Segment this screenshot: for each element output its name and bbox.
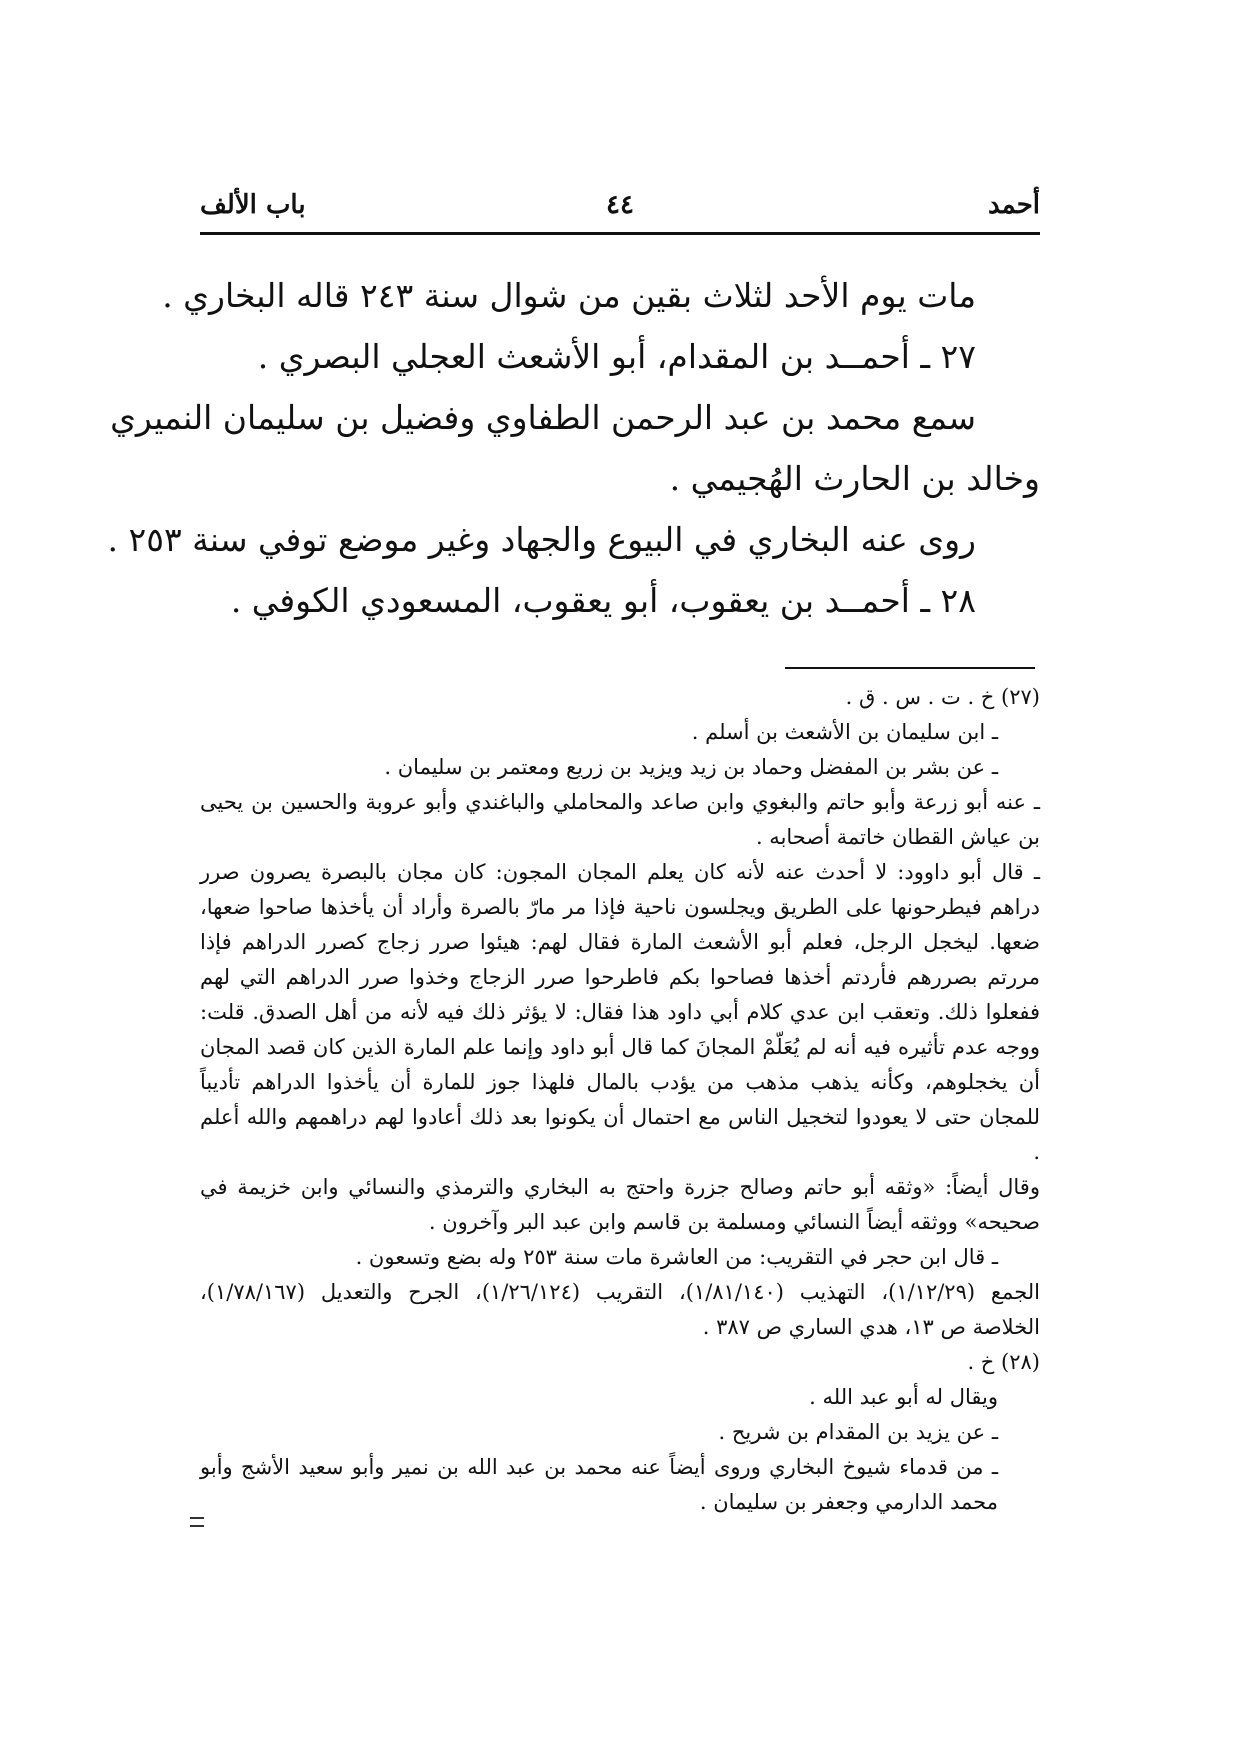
entry-heading-28: ٢٨ ـ أحمــد بن يعقوب، أبو يعقوب، المسعودي الكوفي . <box>230 581 976 620</box>
footnote-27-sigla: (٢٧) خ . ت . س . ق . <box>845 685 1040 709</box>
header-chapter-title: باب الألف <box>200 190 306 220</box>
footnote-line: ويقال له أبو عبد الله . <box>809 1385 998 1409</box>
footnote-references: الجمع (١/١٢/٢٩)، التهذيب (١/٨١/١٤٠)، التقريب (١/٢٦/١٢٤)، الجرح والتعديل (١/٧٨/١٦٧)، الخلاصة ص ١٣، هدي الساري ص ٣٨٧ . <box>200 1280 1040 1339</box>
page-number: ٤٤ <box>606 190 634 220</box>
main-line: وخالد بن الحارث الهُجيمي . <box>669 459 1040 498</box>
footnote-line: ـ عن بشر بن المفضل وحماد بن زيد ويزيد بن زريع ومعتمر بن سليمان . <box>384 755 998 779</box>
footnote-line: ـ عن يزيد بن المقدام بن شريح . <box>718 1420 998 1444</box>
footnote-paragraph: ـ قال أبو داوود: لا أحدث عنه لأنه كان يعلم المجان المجون: كان مجان بالبصرة يصرون صرر دراهم فيطرحونها على الطريق ويجلسون ناحية فإذا مر مارّ بالصرة وأراد أن يأخذها صاحوا ضعها، ضعها. ليخجل الرجل، فعلم أبو الأشعث المارة فقال لهم: هيئوا صرر زجاج كصرر الدراهم فإذا مررتم بصررهم فأردتم أخذها فصاحوا بكم فاطرحوا صرر الزجاج وخذوا صرر الدراهم التي لهم ففعلوا ذلك. وتعقب ابن عدي كلام أبي داود هذا فقال: لا يؤثر ذلك فيه لأنه من أهل الصدق. قلت: ووجه عدم تأثيره فيه أنه لم يُعَلّمْ المجانَ كما قال أبو داود وإنما علم المارة الذين كان قصد المجان أن يخجلوهم، وكأنه يذهب مذهب من يؤدب بالمال فلهذا جوز للمارة أن يأخذوا الدراهم تأديباً للمجان حتى لا يعودوا لتخجيل الناس مع احتمال أن يكونوا بعد ذلك أعادوا لهم دراهمهم والله أعلم . <box>200 860 1040 1164</box>
running-header <box>200 190 1040 230</box>
margin-mark <box>190 1517 204 1527</box>
main-text <box>107 265 1040 631</box>
footnote-line: ـ قال ابن حجر في التقريب: من العاشرة مات سنة ٢٥٣ وله بضع وتسعون . <box>355 1245 998 1269</box>
footnote-line: ـ من قدماء شيوخ البخاري وروى أيضاً عنه محمد بن عبد الله بن نمير وأبو سعيد الأشج وأبو محمد الدارمي وجعفر بن سليمان . <box>200 1455 998 1514</box>
main-line: مات يوم الأحد لثلاث بقين من شوال سنة ٢٤٣ قاله البخاري . <box>162 276 976 315</box>
header-entry-name: أحمد <box>988 190 1040 220</box>
footnotes <box>200 680 1040 1520</box>
entry-heading-27: ٢٧ ـ أحمــد بن المقدام، أبو الأشعث العجلي البصري . <box>257 337 976 376</box>
main-line: روى عنه البخاري في البيوع والجهاد وغير موضع توفي سنة ٢٥٣ . <box>107 520 976 559</box>
main-line: سمع محمد بن عبد الرحمن الطفاوي وفضيل بن سليمان النميري <box>110 398 976 437</box>
footnote-paragraph: وقال أيضاً: «وثقه أبو حاتم وصالح جزرة واحتج به البخاري والترمذي والنسائي وابن خزيمة في صحيحه» ووثقه أيضاً النسائي ومسلمة بن قاسم وابن عبد البر وآخرون . <box>200 1175 1040 1234</box>
header-rule <box>200 232 1040 235</box>
footnote-separator <box>785 667 1035 669</box>
footnote-28-sigla: (٢٨) خ . <box>967 1350 1040 1374</box>
footnote-line: ـ ابن سليمان بن الأشعث بن أسلم . <box>691 720 998 744</box>
footnote-line: ـ عنه أبو زرعة وأبو حاتم والبغوي وابن صاعد والمحاملي والباغندي وأبو عروبة والحسين بن يحيى بن عياش القطان خاتمة أصحابه . <box>200 790 1040 849</box>
